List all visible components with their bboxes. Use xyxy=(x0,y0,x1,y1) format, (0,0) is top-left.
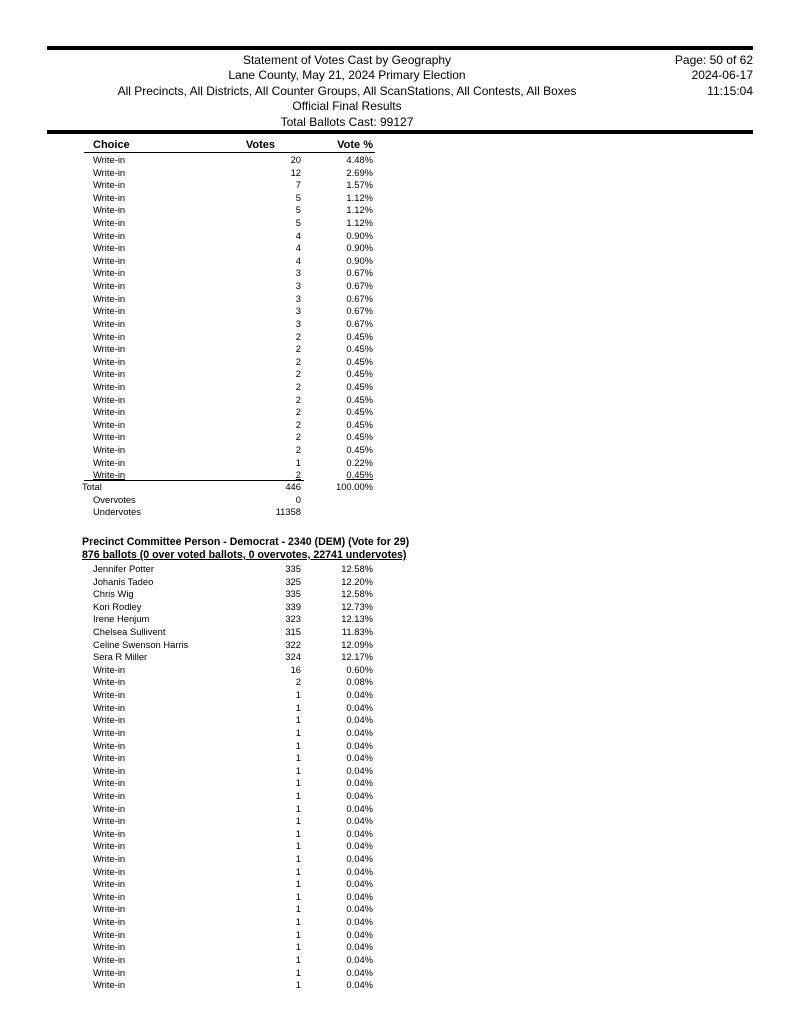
choice-cell: Write-in xyxy=(93,166,126,178)
result-row xyxy=(0,255,800,268)
choice-cell: Write-in xyxy=(93,941,126,953)
votes-cell: 4 xyxy=(295,242,301,254)
choice-cell: Write-in xyxy=(93,739,126,751)
result-row xyxy=(0,576,800,589)
choice-cell: Write-in xyxy=(93,815,126,827)
contest1-results-table xyxy=(0,154,800,482)
choice-cell: Celine Swenson Harris xyxy=(93,638,189,650)
result-row xyxy=(0,613,800,626)
result-row xyxy=(0,394,800,407)
votes-cell: 2 xyxy=(295,330,301,342)
result-row xyxy=(0,954,800,967)
result-row xyxy=(0,727,800,740)
choice-cell: Write-in xyxy=(93,726,126,738)
vote-pct-cell: 0.45% xyxy=(346,368,373,380)
contest1-summary xyxy=(0,481,800,519)
votes-cell: 2 xyxy=(295,355,301,367)
votes-cell: 1 xyxy=(295,701,301,713)
result-row xyxy=(0,368,800,381)
choice-cell: Chelsea Sullivent xyxy=(93,626,166,638)
choice-cell: Write-in xyxy=(93,355,126,367)
vote-pct-cell: 1.12% xyxy=(346,217,373,229)
votes-cell: 3 xyxy=(295,280,301,292)
votes-cell: 3 xyxy=(295,317,301,329)
choice-cell: Write-in xyxy=(93,418,126,430)
votes-cell: 1 xyxy=(295,777,301,789)
votes-cell: 322 xyxy=(285,638,301,650)
votes-cell: 5 xyxy=(295,204,301,216)
votes-cell: 2 xyxy=(295,444,301,456)
votes-cell: 2 xyxy=(295,343,301,355)
report-time: 11:15:04 xyxy=(707,83,753,98)
choice-cell: Write-in xyxy=(93,966,126,978)
vote-pct-cell: 0.04% xyxy=(346,865,373,877)
result-row xyxy=(0,664,800,677)
result-row xyxy=(0,293,800,306)
vote-pct-column-header: Vote % xyxy=(337,139,373,151)
page-number: Page: 50 of 62 xyxy=(674,53,753,67)
vote-pct-cell: 12.58% xyxy=(341,563,373,574)
contest2-results-table xyxy=(0,563,800,992)
choice-cell: Write-in xyxy=(93,292,126,304)
result-row xyxy=(0,457,800,470)
vote-pct-cell: 1.12% xyxy=(346,204,373,216)
votes-cell: 335 xyxy=(285,563,301,574)
result-row xyxy=(0,626,800,639)
votes-cell: 2 xyxy=(295,380,301,392)
choice-cell: Kori Rodley xyxy=(93,600,142,612)
vote-pct-cell: 0.04% xyxy=(346,840,373,852)
choice-cell: Write-in xyxy=(93,827,126,839)
votes-cell: 2 xyxy=(295,431,301,443)
votes-cell: 2 xyxy=(295,393,301,405)
choice-cell: Write-in xyxy=(93,853,126,865)
choice-cell: Write-in xyxy=(93,903,126,915)
overvotes-row xyxy=(0,494,800,507)
vote-pct-cell: 0.04% xyxy=(346,764,373,776)
result-row xyxy=(0,217,800,230)
report-title: Statement of Votes Cast by Geography xyxy=(242,53,452,67)
result-row xyxy=(0,967,800,980)
result-row xyxy=(0,230,800,243)
votes-cell: 5 xyxy=(295,191,301,203)
vote-pct-cell: 0.45% xyxy=(346,380,373,392)
result-row xyxy=(0,815,800,828)
votes-cell: 315 xyxy=(285,626,301,638)
results-status: Official Final Results xyxy=(292,99,402,114)
choice-cell: Write-in xyxy=(93,280,126,292)
vote-pct-cell: 0.67% xyxy=(346,305,373,317)
votes-cell: 1 xyxy=(295,815,301,827)
votes-cell: 323 xyxy=(285,613,301,625)
vote-pct-cell: 0.67% xyxy=(346,317,373,329)
result-row xyxy=(0,563,800,576)
vote-pct-cell: 12.09% xyxy=(341,638,373,650)
result-row xyxy=(0,714,800,727)
result-row xyxy=(0,192,800,205)
choice-cell: Sera R Miller xyxy=(93,651,148,663)
vote-pct-cell: 12.58% xyxy=(341,588,373,600)
result-row xyxy=(0,179,800,192)
votes-cell: 1 xyxy=(295,865,301,877)
undervotes-row xyxy=(0,506,800,519)
vote-pct-cell: 0.04% xyxy=(346,979,373,991)
choice-cell: Write-in xyxy=(93,676,126,688)
choice-cell: Write-in xyxy=(93,890,126,902)
vote-pct-cell: 0.04% xyxy=(346,726,373,738)
choice-cell: Johanis Tadeo xyxy=(93,575,154,587)
choice-cell: Write-in xyxy=(93,204,126,216)
column-header-underline xyxy=(84,152,375,153)
choice-cell: Write-in xyxy=(93,456,126,468)
votes-cell: 1 xyxy=(295,878,301,890)
vote-pct-cell: 2.69% xyxy=(346,166,373,178)
choice-cell: Write-in xyxy=(93,714,126,726)
result-row xyxy=(0,866,800,879)
vote-pct-cell: 12.20% xyxy=(341,575,373,587)
votes-cell: 2 xyxy=(295,368,301,380)
vote-pct-cell: 0.45% xyxy=(346,355,373,367)
votes-cell: 1 xyxy=(295,726,301,738)
choice-cell: Write-in xyxy=(93,701,126,713)
result-row xyxy=(0,154,800,167)
vote-pct-cell: 0.45% xyxy=(346,418,373,430)
result-row xyxy=(0,941,800,954)
votes-cell: 1 xyxy=(295,953,301,965)
result-row xyxy=(0,777,800,790)
choice-cell: Write-in xyxy=(93,343,126,355)
choice-cell: Write-in xyxy=(93,330,126,342)
vote-pct-cell: 0.04% xyxy=(346,890,373,902)
result-row xyxy=(0,588,800,601)
vote-pct-cell: 0.04% xyxy=(346,878,373,890)
votes-cell: 1 xyxy=(295,979,301,991)
vote-pct-cell: 0.67% xyxy=(346,267,373,279)
vote-pct-cell: 0.45% xyxy=(346,393,373,405)
votes-cell: 2 xyxy=(295,418,301,430)
choice-cell: Write-in xyxy=(93,469,126,481)
votes-cell: 1 xyxy=(295,764,301,776)
vote-pct-cell: 0.45% xyxy=(346,343,373,355)
choice-cell: Write-in xyxy=(93,267,126,279)
votes-cell: 20 xyxy=(290,154,301,165)
votes-cell: 16 xyxy=(290,663,301,675)
total-row xyxy=(0,481,800,494)
vote-pct-cell: 11.83% xyxy=(341,626,373,638)
result-row xyxy=(0,878,800,891)
result-row xyxy=(0,431,800,444)
votes-cell: 1 xyxy=(295,689,301,701)
choice-cell: Write-in xyxy=(93,444,126,456)
vote-pct-cell: 0.45% xyxy=(346,431,373,443)
choice-cell: Write-in xyxy=(93,317,126,329)
choice-cell: Write-in xyxy=(93,928,126,940)
report-date: 2024-06-17 xyxy=(691,68,753,83)
choice-cell: Write-in xyxy=(93,406,126,418)
result-row xyxy=(0,331,800,344)
votes-cell: 1 xyxy=(295,916,301,928)
choice-cell: Write-in xyxy=(93,689,126,701)
undervotes-value: 11358 xyxy=(275,506,301,518)
total-votes: 446 xyxy=(285,481,301,492)
vote-pct-cell: 0.04% xyxy=(346,941,373,953)
vote-pct-cell: 12.17% xyxy=(341,651,373,663)
result-row xyxy=(0,406,800,419)
choice-cell: Write-in xyxy=(93,229,126,241)
vote-pct-cell: 0.04% xyxy=(346,953,373,965)
votes-cell: 1 xyxy=(295,456,301,468)
result-row xyxy=(0,242,800,255)
vote-pct-cell: 0.90% xyxy=(346,254,373,266)
result-row xyxy=(0,979,800,992)
result-row xyxy=(0,765,800,778)
votes-cell: 339 xyxy=(285,600,301,612)
vote-pct-cell: 0.04% xyxy=(346,689,373,701)
result-row xyxy=(0,828,800,841)
vote-pct-cell: 0.04% xyxy=(346,903,373,915)
choice-cell: Write-in xyxy=(93,254,126,266)
vote-pct-cell: 0.04% xyxy=(346,701,373,713)
vote-pct-cell: 0.08% xyxy=(346,676,373,688)
result-row xyxy=(0,702,800,715)
choice-cell: Write-in xyxy=(93,979,126,991)
report-meta xyxy=(675,53,753,99)
choice-cell: Jennifer Potter xyxy=(93,563,154,574)
result-row xyxy=(0,740,800,753)
vote-pct-cell: 1.12% xyxy=(346,191,373,203)
votes-cell: 3 xyxy=(295,292,301,304)
report-header xyxy=(47,53,647,130)
votes-cell: 325 xyxy=(285,575,301,587)
result-row xyxy=(0,840,800,853)
choice-cell: Write-in xyxy=(93,217,126,229)
header-top-rule xyxy=(47,46,753,50)
total-label: Total xyxy=(82,481,102,492)
result-row xyxy=(0,639,800,652)
votes-cell: 1 xyxy=(295,802,301,814)
result-row xyxy=(0,891,800,904)
choice-cell: Write-in xyxy=(93,431,126,443)
choice-cell: Write-in xyxy=(93,865,126,877)
result-row xyxy=(0,318,800,331)
undervotes-label: Undervotes xyxy=(93,506,141,518)
choice-cell: Write-in xyxy=(93,154,126,165)
votes-cell: 1 xyxy=(295,789,301,801)
votes-cell: 1 xyxy=(295,752,301,764)
choice-cell: Write-in xyxy=(93,764,126,776)
votes-cell: 1 xyxy=(295,941,301,953)
result-row xyxy=(0,601,800,614)
overvotes-label: Overvotes xyxy=(93,493,136,505)
vote-pct-cell: 0.04% xyxy=(346,916,373,928)
contest-title: Precinct Committee Person - Democrat - 2340 (DEM) (Vote for 29) xyxy=(82,536,410,548)
choice-cell: Write-in xyxy=(93,242,126,254)
votes-cell: 3 xyxy=(295,267,301,279)
vote-pct-cell: 0.45% xyxy=(346,469,373,481)
votes-cell: 3 xyxy=(295,305,301,317)
votes-cell: 1 xyxy=(295,928,301,940)
result-row xyxy=(0,676,800,689)
result-row xyxy=(0,651,800,664)
vote-pct-cell: 0.45% xyxy=(346,444,373,456)
choice-cell: Write-in xyxy=(93,777,126,789)
votes-cell: 4 xyxy=(295,254,301,266)
choice-cell: Chris Wig xyxy=(93,588,134,600)
vote-pct-cell: 12.13% xyxy=(341,613,373,625)
choice-cell: Write-in xyxy=(93,802,126,814)
vote-pct-cell: 0.04% xyxy=(346,752,373,764)
votes-cell: 1 xyxy=(295,714,301,726)
vote-pct-cell: 0.04% xyxy=(346,928,373,940)
result-row xyxy=(0,803,800,816)
vote-pct-cell: 0.45% xyxy=(346,406,373,418)
votes-cell: 7 xyxy=(295,179,301,191)
result-row xyxy=(0,752,800,765)
result-row xyxy=(0,204,800,217)
result-row xyxy=(0,381,800,394)
choice-cell: Write-in xyxy=(93,368,126,380)
votes-cell: 1 xyxy=(295,827,301,839)
votes-cell: 1 xyxy=(295,903,301,915)
result-row xyxy=(0,853,800,866)
result-row xyxy=(0,790,800,803)
vote-pct-cell: 0.60% xyxy=(346,663,373,675)
vote-pct-cell: 4.48% xyxy=(346,154,373,165)
choice-cell: Write-in xyxy=(93,789,126,801)
report-filters: All Precincts, All Districts, All Counter Groups, All ScanStations, All Contests, All Boxes xyxy=(117,83,577,98)
overvotes-value: 0 xyxy=(295,493,301,505)
vote-pct-cell: 0.67% xyxy=(346,280,373,292)
vote-pct-cell: 0.04% xyxy=(346,802,373,814)
votes-cell: 1 xyxy=(295,853,301,865)
votes-cell: 5 xyxy=(295,217,301,229)
choice-cell: Irene Henjum xyxy=(93,613,150,625)
votes-cell: 324 xyxy=(285,651,301,663)
choice-cell: Write-in xyxy=(93,878,126,890)
result-row xyxy=(0,903,800,916)
result-row xyxy=(0,267,800,280)
choice-cell: Write-in xyxy=(93,840,126,852)
votes-cell: 1 xyxy=(295,739,301,751)
header-bottom-rule xyxy=(47,130,753,134)
choice-cell: Write-in xyxy=(93,916,126,928)
vote-pct-cell: 0.04% xyxy=(346,714,373,726)
vote-pct-cell: 0.67% xyxy=(346,292,373,304)
total-pct: 100.00% xyxy=(335,481,373,492)
votes-column-header: Votes xyxy=(245,139,275,151)
votes-cell: 1 xyxy=(295,966,301,978)
vote-pct-cell: 0.04% xyxy=(346,789,373,801)
result-row xyxy=(0,916,800,929)
total-ballots-cast: Total Ballots Cast: 99127 xyxy=(280,114,414,129)
votes-cell: 335 xyxy=(285,588,301,600)
vote-pct-cell: 0.04% xyxy=(346,739,373,751)
contest-ballot-summary: 876 ballots (0 over voted ballots, 0 overvotes, 22741 undervotes) xyxy=(82,549,407,561)
choice-cell: Write-in xyxy=(93,953,126,965)
vote-pct-cell: 0.90% xyxy=(346,229,373,241)
vote-pct-cell: 0.04% xyxy=(346,966,373,978)
choice-column-header: Choice xyxy=(93,139,130,151)
result-row xyxy=(0,929,800,942)
result-row xyxy=(0,280,800,293)
choice-cell: Write-in xyxy=(93,191,126,203)
votes-cell: 1 xyxy=(295,840,301,852)
choice-cell: Write-in xyxy=(93,752,126,764)
vote-pct-cell: 0.04% xyxy=(346,853,373,865)
result-row xyxy=(0,305,800,318)
votes-cell: 12 xyxy=(290,166,301,178)
result-row xyxy=(0,444,800,457)
choice-cell: Write-in xyxy=(93,663,126,675)
vote-pct-cell: 0.22% xyxy=(346,456,373,468)
vote-pct-cell: 1.57% xyxy=(346,179,373,191)
choice-cell: Write-in xyxy=(93,305,126,317)
votes-cell: 4 xyxy=(295,229,301,241)
votes-cell: 1 xyxy=(295,890,301,902)
vote-pct-cell: 12.73% xyxy=(341,600,373,612)
result-row xyxy=(0,689,800,702)
vote-pct-cell: 0.45% xyxy=(346,330,373,342)
result-row xyxy=(0,356,800,369)
result-row xyxy=(0,167,800,180)
result-row xyxy=(0,419,800,432)
votes-cell: 2 xyxy=(295,676,301,688)
votes-cell: 2 xyxy=(295,469,301,481)
vote-pct-cell: 0.90% xyxy=(346,242,373,254)
vote-pct-cell: 0.04% xyxy=(346,827,373,839)
vote-pct-cell: 0.04% xyxy=(346,815,373,827)
election-name: Lane County, May 21, 2024 Primary Election xyxy=(228,68,466,83)
choice-cell: Write-in xyxy=(93,179,126,191)
column-headers xyxy=(0,139,800,153)
votes-cell: 2 xyxy=(295,406,301,418)
vote-pct-cell: 0.04% xyxy=(346,777,373,789)
result-row xyxy=(0,343,800,356)
choice-cell: Write-in xyxy=(93,380,126,392)
choice-cell: Write-in xyxy=(93,393,126,405)
